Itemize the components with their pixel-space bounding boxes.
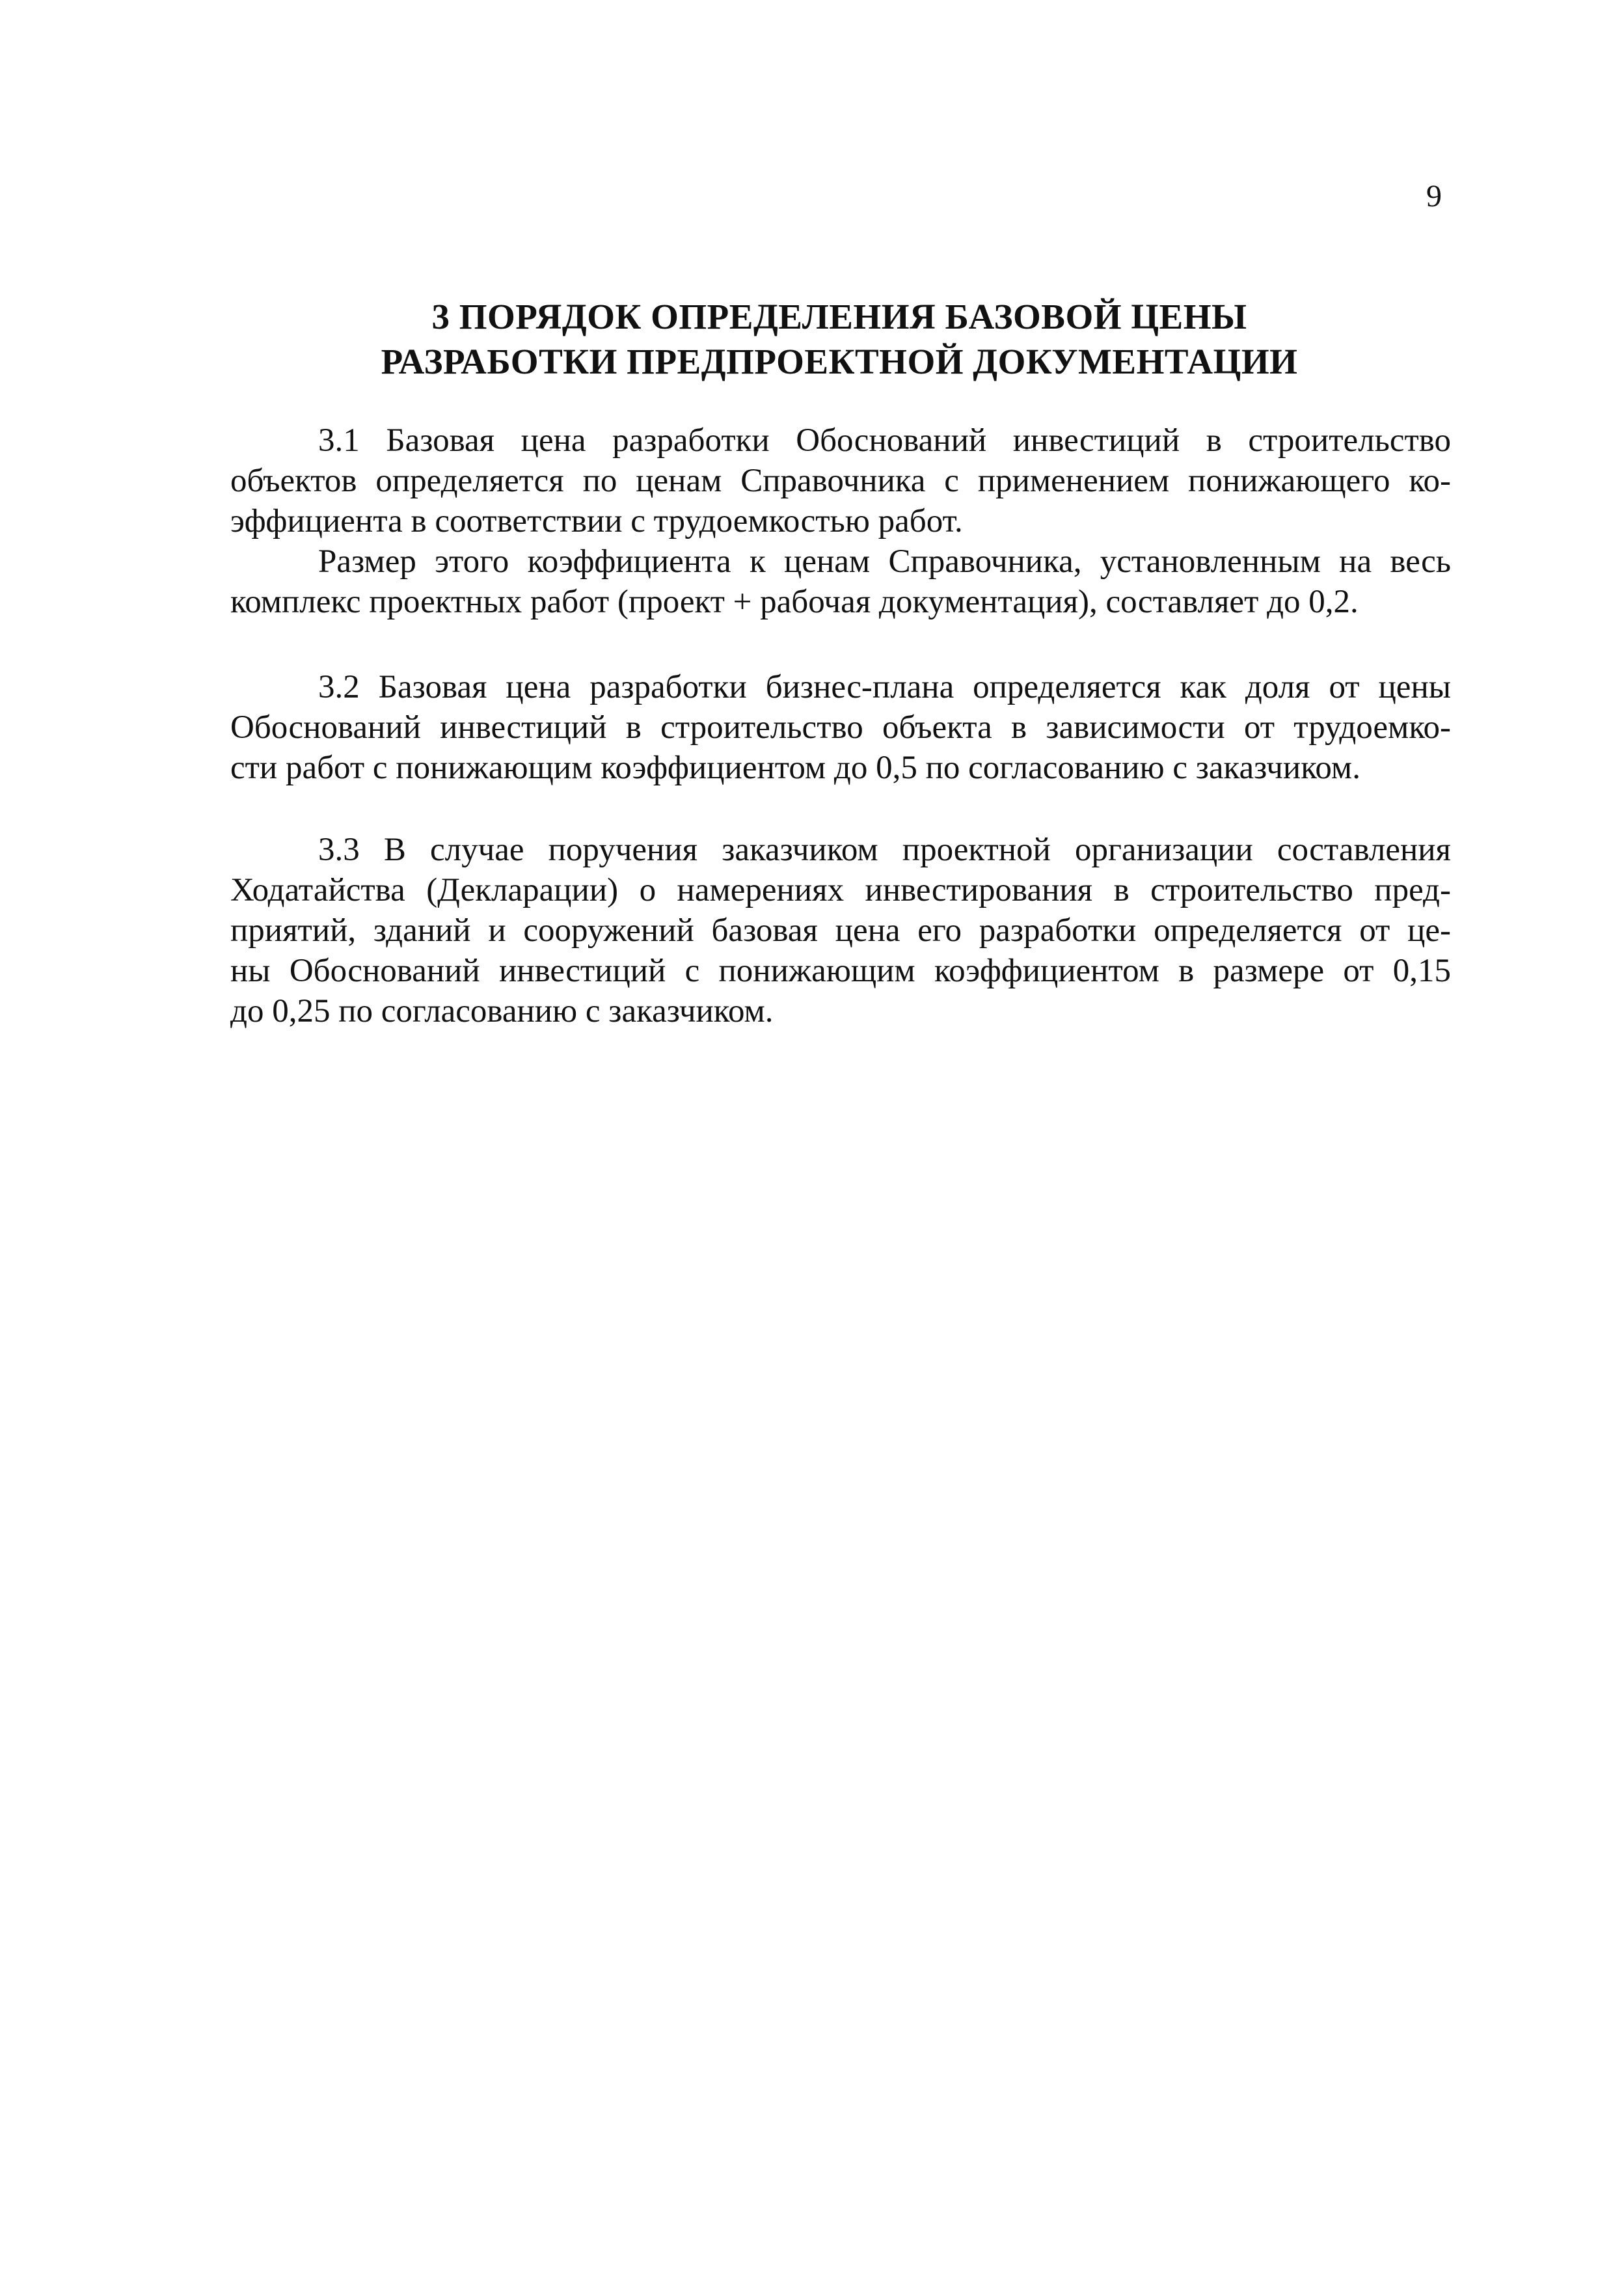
section-heading-line-2: РАЗРАБОТКИ ПРЕДПРОЕКТНОЙ ДОКУМЕНТАЦИИ [381,342,1298,381]
text-line: 3.1 Базовая цена разработки Обоснований инвестиций в строительство [318,422,1451,459]
text-line: до 0,25 по согласованию с заказчиком. [230,993,774,1029]
text-line: объектов определяется по ценам Справочника с применением понижающего ко- [230,463,1451,499]
text-line: эффициента в соответствии с трудоемкостью работ. [230,503,963,539]
text-line: 3.2 Базовая цена разработки бизнес-плана определяется как доля от цены [318,669,1451,705]
text-line: 3.3 В случае поручения заказчиком проектной организации составления [318,832,1451,868]
text-line: приятий, зданий и сооружений базовая цена его разработки определяется от це- [230,912,1451,949]
section-3-3 [230,830,1451,1031]
section-3-1 [230,420,1451,622]
paragraph-3-1 [230,420,1451,541]
text-line: Размер этого коэффициента к ценам Справочника, установленным на весь [318,543,1451,580]
paragraph-3-3 [230,830,1451,1031]
text-line: Ходатайства (Декларации) о намерениях инвестирования в строительство пред- [230,872,1451,908]
section-heading [228,294,1451,384]
text-line: сти работ с понижающим коэффициентом до 0,5 по согласованию с заказчиком. [230,750,1360,786]
text-line: ны Обоснований инвестиций с понижающим коэффициентом в размере от 0,15 [230,953,1451,989]
section-heading-line-1: 3 ПОРЯДОК ОПРЕДЕЛЕНИЯ БАЗОВОЙ ЦЕНЫ [431,297,1247,336]
text-line: комплекс проектных работ (проект + рабочая документация), составляет до 0,2. [230,584,1359,620]
text-line: Обоснований инвестиций в строительство объекта в зависимости от трудоемко- [230,709,1451,746]
paragraph-3-1-coefficient [230,541,1451,622]
page-number: 9 [1426,179,1442,213]
paragraph-3-2 [230,667,1451,788]
section-3-2 [230,667,1451,788]
